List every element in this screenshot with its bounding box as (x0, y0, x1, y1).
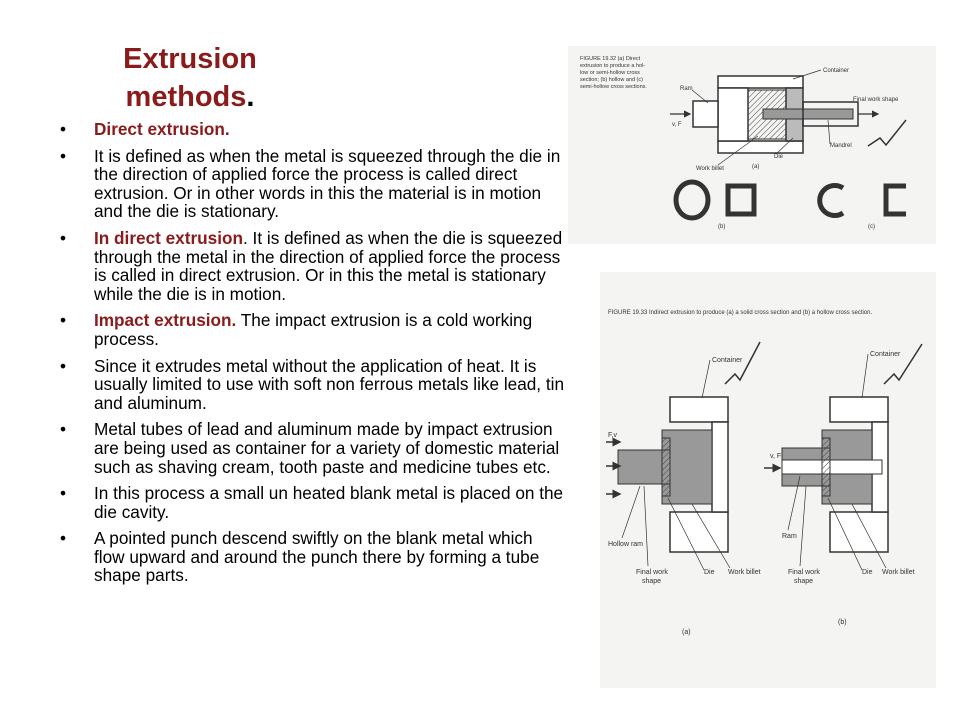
bullet-list (60, 120, 565, 593)
bullet-lead: Impact extrusion. (94, 310, 237, 331)
bullet-text: Since it extrudes metal without the application of heat. It is usually limited to use with soft non ferrous metals like lead, tin and aluminum. (94, 355, 565, 413)
fig2-a-label: (a) (682, 629, 691, 636)
semi-hollow-square-section (886, 186, 906, 214)
fig1-caption-line: FIGURE 19.32 (a) Direct (580, 56, 641, 62)
bullet-item (60, 311, 565, 348)
fig2-work-billet-b-label: Work billet (882, 569, 915, 576)
fig1-die-label: Die (774, 154, 784, 160)
fig1-c-label: (c) (868, 224, 875, 230)
bullet-item (60, 147, 565, 221)
semi-hollow-c-section (820, 186, 843, 216)
bullet-lead: Direct extrusion. (94, 119, 230, 139)
fig2-work-billet-a-label: Work billet (728, 569, 761, 576)
bullet-item (60, 229, 565, 303)
fig2-b-label: (b) (838, 619, 847, 626)
fig2-die-b-label: Die (862, 569, 873, 576)
fig2-caption: FIGURE 19.33 Indirect extrusion to produce (a) a solid cross section and (b) a hollow cross section. (608, 310, 873, 316)
container-a-top (670, 397, 728, 422)
ram (718, 88, 748, 141)
fig1-container-label: Container (823, 68, 850, 74)
bullet-text: It is defined as when the metal is squeezed through the die in the direction of applied force the process is called direct extrusion. Or in other words in this the material is in motion and the die is stationary. (94, 145, 561, 222)
bullet-item (60, 420, 565, 476)
fig2-die-a-label: Die (704, 569, 715, 576)
bullet-item (60, 484, 565, 521)
indirect-extrusion-diagram (600, 272, 936, 688)
title-period: . (246, 81, 255, 113)
fig2-final-shape-b-line2: shape (794, 578, 814, 585)
fig2-container-b-label: Container (870, 351, 901, 358)
fig2-hollow-ram-label: Hollow ram (608, 541, 644, 548)
bullet-item (60, 120, 565, 139)
fig2-force-b-label: v, F (770, 453, 782, 460)
bullet-text: A pointed punch descend swiftly on the blank metal which flow upward and around the punch there by forming a tube shape parts. (94, 528, 540, 586)
mandrel-b (782, 460, 882, 474)
container-a-bottom (670, 512, 728, 552)
fig2-force-a-label: F,v (608, 432, 617, 439)
hollow-round-section (676, 182, 708, 218)
fig1-final-shape-label: Final work shape (853, 97, 899, 103)
ram-rod (693, 101, 718, 127)
bullet-lead: In direct extrusion (94, 227, 243, 248)
bullet-item (60, 529, 565, 585)
fig1-check-mark (868, 120, 906, 146)
fig1-force-label: v, F (672, 122, 682, 128)
die-b (822, 438, 830, 496)
bullet-text: The impact extrusion is a cold working process. (94, 310, 533, 349)
bullet-text: Metal tubes of lead and aluminum made by impact extrusion are being used as container for a variety of domestic material such as shaving cream, tooth paste and medicine tubes etc. (94, 419, 560, 477)
fig2-ram-label: Ram (782, 533, 797, 540)
fig1-work-billet-label: Work billet (696, 166, 724, 172)
indirect-extrusion-figure (600, 272, 936, 688)
fig1-caption-line: low or semi-hollow cross (580, 70, 640, 76)
fig1-caption-line: section; (b) hollow and (c) (580, 77, 643, 83)
fig2-final-shape-b-line1: Final work (788, 569, 820, 576)
container-a-wall (712, 422, 728, 512)
title-line-2-text: methods (125, 81, 247, 113)
fig1-caption-line: extrusion to produce a hol- (580, 63, 646, 69)
die-a (662, 438, 670, 496)
fig2-check-mark-b (884, 344, 922, 384)
fig1-mandrel-label: Mandrel (830, 143, 852, 149)
container-b-top (830, 397, 888, 422)
title-line-1: Extrusion (123, 43, 257, 75)
direct-extrusion-figure (568, 46, 936, 244)
container-b-bottom (830, 512, 888, 552)
bullet-item (60, 357, 565, 413)
fig1-caption-line: semi-hollow cross sections. (580, 84, 647, 90)
mandrel (763, 109, 853, 119)
direct-extrusion-diagram (568, 46, 936, 244)
bullet-text: . It is defined as when the die is squeezed through the metal in the direction of applied force the process is called in direct extrusion. Or in this the metal is stationary while the die is in motion. (94, 227, 563, 304)
container-top (718, 76, 803, 88)
fig2-container-a-label: Container (712, 357, 743, 364)
fig1-b-label: (b) (718, 224, 726, 230)
fig2-final-shape-a-line1: Final work (636, 569, 668, 576)
fig2-final-shape-a-line2: shape (642, 578, 662, 585)
title-line-2 (95, 78, 285, 116)
fig1-a-label: (a) (752, 164, 760, 170)
slide-title (95, 40, 285, 116)
hollow-square-section (728, 186, 754, 214)
bullet-text: In this process a small un heated blank metal is placed on the die cavity. (94, 483, 564, 522)
container-bottom (718, 141, 803, 153)
fig1-ram-label: Ram (680, 86, 693, 92)
